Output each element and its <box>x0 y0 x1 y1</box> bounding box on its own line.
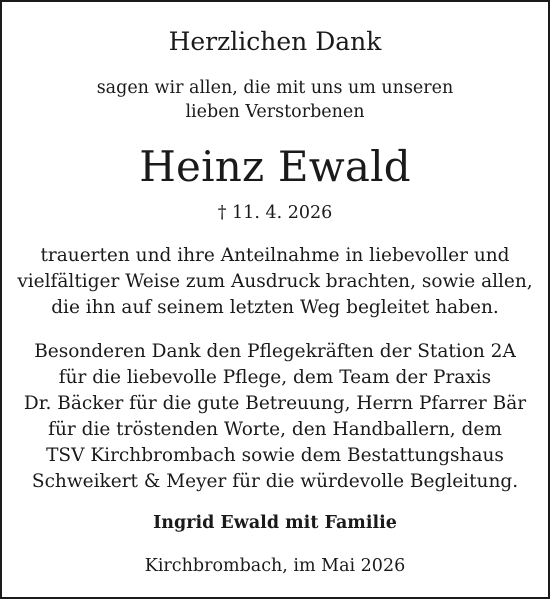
notice-heading: Herzlichen Dank <box>168 27 382 56</box>
paragraph-line: für die liebevolle Pflege, dem Team der Praxis <box>58 367 492 388</box>
intro-line: sagen wir allen, die mit uns um unseren <box>96 78 454 98</box>
intro-line: lieben Verstorbenen <box>185 102 365 122</box>
paragraph-line: TSV Kirchbrombach sowie dem Bestattungshaus <box>46 445 504 466</box>
signature: Ingrid Ewald mit Familie <box>153 513 397 533</box>
paragraph-line: Besonderen Dank den Pflegekräften der Station 2A <box>34 341 516 362</box>
paragraph-line: für die tröstenden Worte, den Handballern, dem <box>48 419 502 440</box>
place-date: Kirchbrombach, im Mai 2026 <box>144 556 406 576</box>
death-date: † 11. 4. 2026 <box>217 203 333 223</box>
paragraph-line: trauerten und ihre Anteilnahme in liebevoller und <box>40 245 510 266</box>
deceased-name: Heinz Ewald <box>139 142 411 191</box>
paragraph-line: vielfältiger Weise zum Ausdruck brachten, sowie allen, <box>17 271 533 292</box>
paragraph-line: Schweikert & Meyer für die würdevolle Begleitung. <box>31 471 519 492</box>
paragraph-line: Dr. Bäcker für die gute Betreuung, Herrn Pfarrer Bär <box>23 393 527 414</box>
paragraph-line: die ihn auf seinem letzten Weg begleitet haben. <box>51 297 499 318</box>
